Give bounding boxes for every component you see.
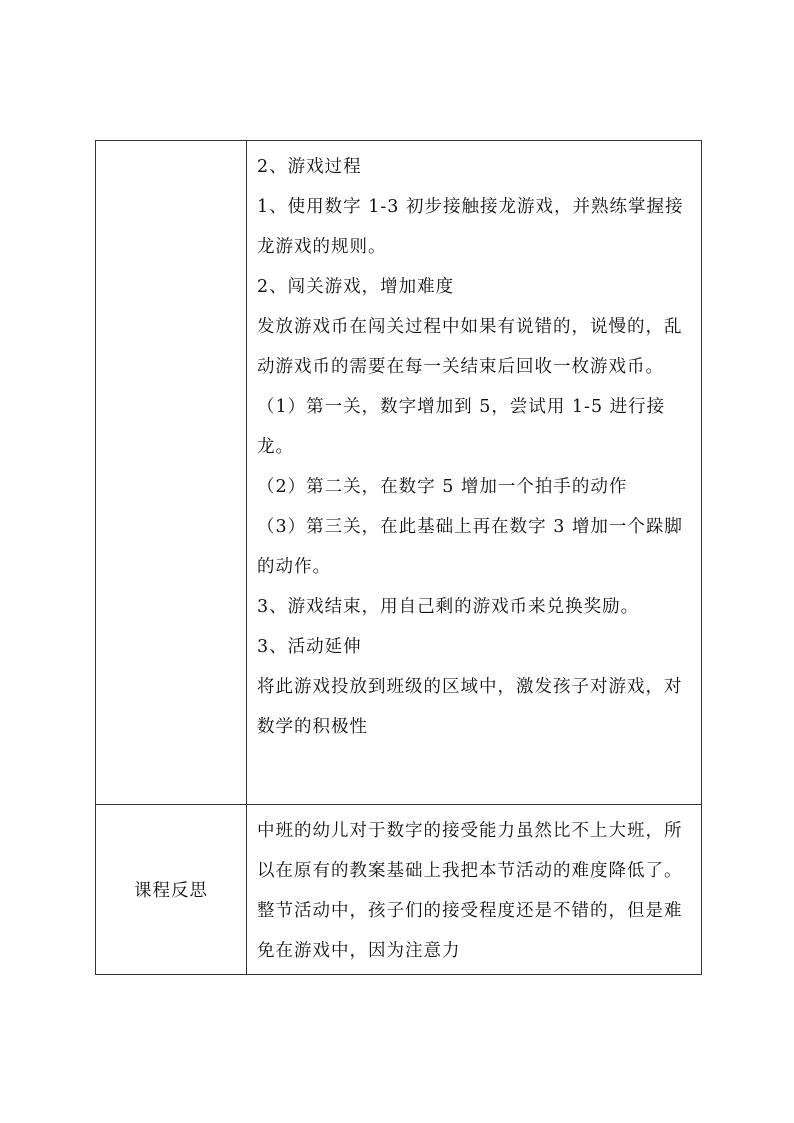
coin-rule-text: 发放游戏币在闯关过程中如果有说错的，说慢的，乱动游戏币的需要在每一关结束后回收一枚游戏币。 — [257, 317, 683, 377]
process-label-cell — [96, 141, 247, 805]
extension-text: 将此游戏投放到班级的区域中，激发孩子对游戏，对数学的积极性 — [257, 677, 683, 737]
process-content-cell — [247, 141, 702, 805]
level-1-text: （1）第一关，数字增加到 5，尝试用 1-5 进行接龙。 — [257, 397, 666, 457]
reflection-row — [96, 805, 702, 975]
game-process-row — [96, 141, 702, 805]
section-heading-game-process: 2、游戏过程 — [257, 157, 362, 177]
step-1-text: 1、使用数字 1-3 初步接触接龙游戏，并熟练掌握接龙游戏的规则。 — [257, 197, 684, 257]
level-3-text: （3）第三关，在此基础上再在数字 3 增加一个跺脚的动作。 — [257, 517, 683, 577]
process-content — [247, 141, 701, 747]
reflection-label: 课程反思 — [96, 805, 247, 975]
game-end-text: 3、游戏结束，用自己剩的游戏币来兑换奖励。 — [257, 597, 640, 617]
reflection-text: 中班的幼儿对于数字的接受能力虽然比不上大班，所以在原有的教案基础上我把本节活动的难度降低了。整节活动中，孩子们的接受程度还是不错的，但是难免在游戏中，因为注意力 — [257, 821, 683, 961]
lesson-plan-table — [95, 140, 702, 975]
step-2-heading: 2、闯关游戏，增加难度 — [257, 277, 455, 297]
reflection-content-cell — [247, 805, 702, 975]
level-2-text: （2）第二关，在数字 5 增加一个拍手的动作 — [257, 477, 628, 497]
section-heading-extension: 3、活动延伸 — [257, 637, 362, 657]
reflection-content — [247, 805, 701, 971]
